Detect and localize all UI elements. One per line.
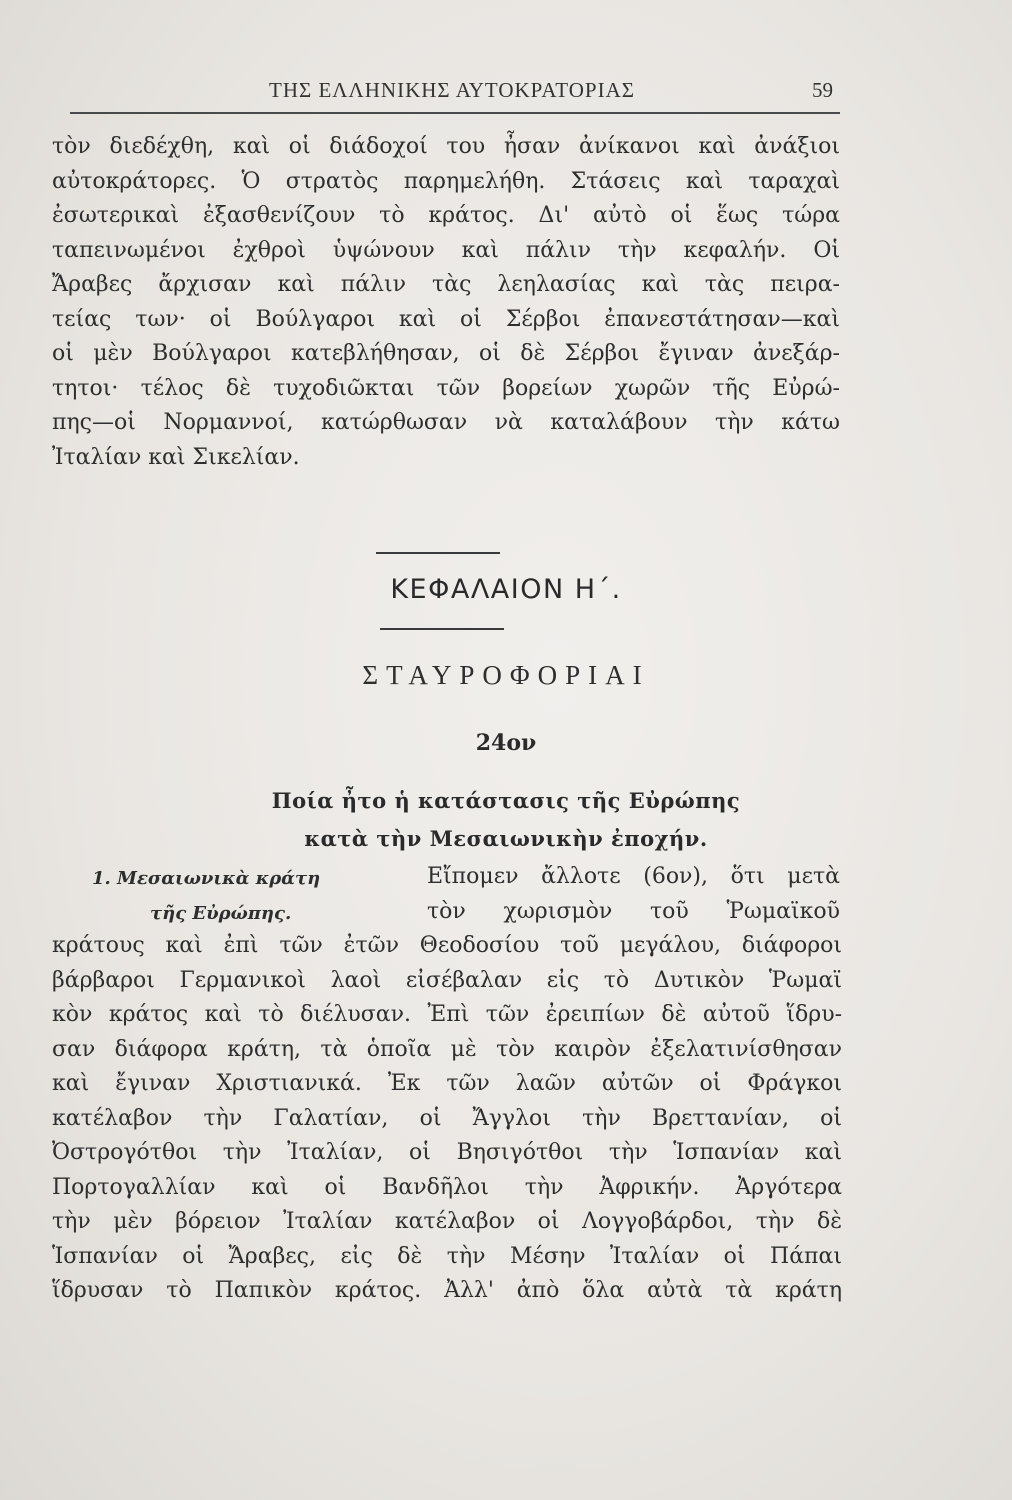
divider-rule — [380, 628, 504, 630]
text-line: βάρβαροι Γερμανικοὶ λαοὶ εἰσέβαλαν εἰς τὸ Δυτικὸν Ῥωμαϊ — [52, 967, 842, 993]
text-line: κράτους καὶ ἐπὶ τῶν ἐτῶν Θεοδοσίου τοῦ μεγάλου, διάφοροι — [52, 933, 842, 958]
chapter-title: ΚΕΦΑΛΑΙΟΝ Η΄. — [390, 574, 622, 605]
text-line: Πορτογαλλίαν καὶ οἱ Βανδῆλοι τὴν Ἀφρικήν. Ἀργότερα — [52, 1174, 842, 1200]
subsection-first-lines — [427, 860, 840, 929]
text-line: καὶ ἔγιναν Χριστιανικά. Ἐκ τῶν λαῶν αὐτῶν οἱ Φράγκοι — [52, 1071, 842, 1096]
running-head — [60, 72, 844, 112]
section-title: ΣΤΑΥΡΟΦΟΡΙΑΙ — [362, 660, 650, 690]
text-line: Εἴπομεν ἄλλοτε (6ον), ὅτι μετὰ — [427, 864, 840, 889]
page-number: 59 — [812, 78, 833, 102]
running-title: ΤΗΣ ΕΛΛΗΝΙΚΗΣ ΑΥΤΟΚΡΑΤΟΡΙΑΣ — [269, 78, 635, 102]
text-line: κατέλαβον τὴν Γαλατίαν, οἱ Ἄγγλοι τὴν Βρεττανίαν, οἱ — [52, 1105, 842, 1131]
question-heading-line2: κατὰ τὴν Μεσαιωνικὴν ἐποχήν. — [304, 826, 708, 851]
text-line: σαν διάφορα κράτη, τὰ ὁποῖα μὲ τὸν καιρὸν ἐξελατινίσθησαν — [52, 1036, 842, 1062]
question-heading-line1: Ποία ἦτο ἡ κατάστασις τῆς Εὐρώπης — [271, 788, 741, 813]
text-line: Ἱσπανίαν οἱ Ἄραβες, εἰς δὲ τὴν Μέσην Ἰταλίαν οἱ Πάπαι — [52, 1243, 842, 1269]
text-line: Ὀστρογότθοι τὴν Ἰταλίαν, οἱ Βησιγότθοι τὴν Ἱσπανίαν καὶ — [52, 1140, 842, 1165]
text-line: τείας των· οἱ Βούλγαροι καὶ οἱ Σέρβοι ἐπανεστάτησαν—καὶ — [52, 306, 840, 332]
text-line: ταπεινωμένοι ἐχθροὶ ὑψώνουν καὶ πάλιν τὴν κεφαλήν. Οἱ — [52, 237, 840, 263]
text-line: ἵδρυσαν τὸ Παπικὸν κράτος. Ἀλλ' ἀπὸ ὅλα αὐτὰ τὰ κράτη — [52, 1278, 842, 1303]
text-line: αὐτοκράτορες. Ὁ στρατὸς παρημελήθη. Στάσεις καὶ ταραχαὶ — [52, 168, 840, 194]
intro-paragraph — [52, 130, 840, 475]
text-line: οἱ μὲν Βούλγαροι κατεβλήθησαν, οἱ δὲ Σέρβοι ἔγιναν ἀνεξάρ- — [52, 341, 840, 366]
text-line: κὸν κράτος καὶ τὸ διέλυσαν. Ἐπὶ τῶν ἐρειπίων δὲ αὐτοῦ ἵδρυ- — [52, 1002, 842, 1027]
side-heading-line2: τῆς Εὐρώπης. — [150, 903, 292, 924]
text-line: Ἄραβες ἄρχισαν καὶ πάλιν τὰς λεηλασίας καὶ τὰς πειρα- — [52, 272, 840, 297]
side-heading-line1: 1. Μεσαιωνικὰ κράτη — [92, 868, 321, 889]
lesson-number: 24ον — [475, 730, 537, 756]
text-line: πης—οἱ Νορμαννοί, κατώρθωσαν νὰ καταλάβουν τὴν κάτω — [52, 410, 840, 435]
text-line: τὸν διεδέχθη, καὶ οἱ διάδοχοί του ἦσαν ἀνίκανοι καὶ ἀνάξιοι — [52, 134, 840, 159]
text-line: ἐσωτερικαὶ ἐξασθενίζουν τὸ κράτος. Δι' αὐτὸ οἱ ἕως τώρα — [52, 203, 840, 228]
header-rule — [70, 112, 840, 114]
subsection-paragraph — [52, 929, 842, 1309]
divider-rule — [376, 552, 500, 554]
text-line: τὸν χωρισμὸν τοῦ Ῥωμαϊκοῦ — [427, 898, 840, 924]
text-line: Ἰταλίαν καὶ Σικελίαν. — [52, 444, 300, 470]
text-line: τὴν μὲν βόρειον Ἰταλίαν κατέλαβον οἱ Λογγοβάρδοι, τὴν δὲ — [52, 1209, 842, 1234]
text-line: τητοι· τέλος δὲ τυχοδιῶκται τῶν βορείων χωρῶν τῆς Εὐρώ- — [52, 375, 840, 401]
